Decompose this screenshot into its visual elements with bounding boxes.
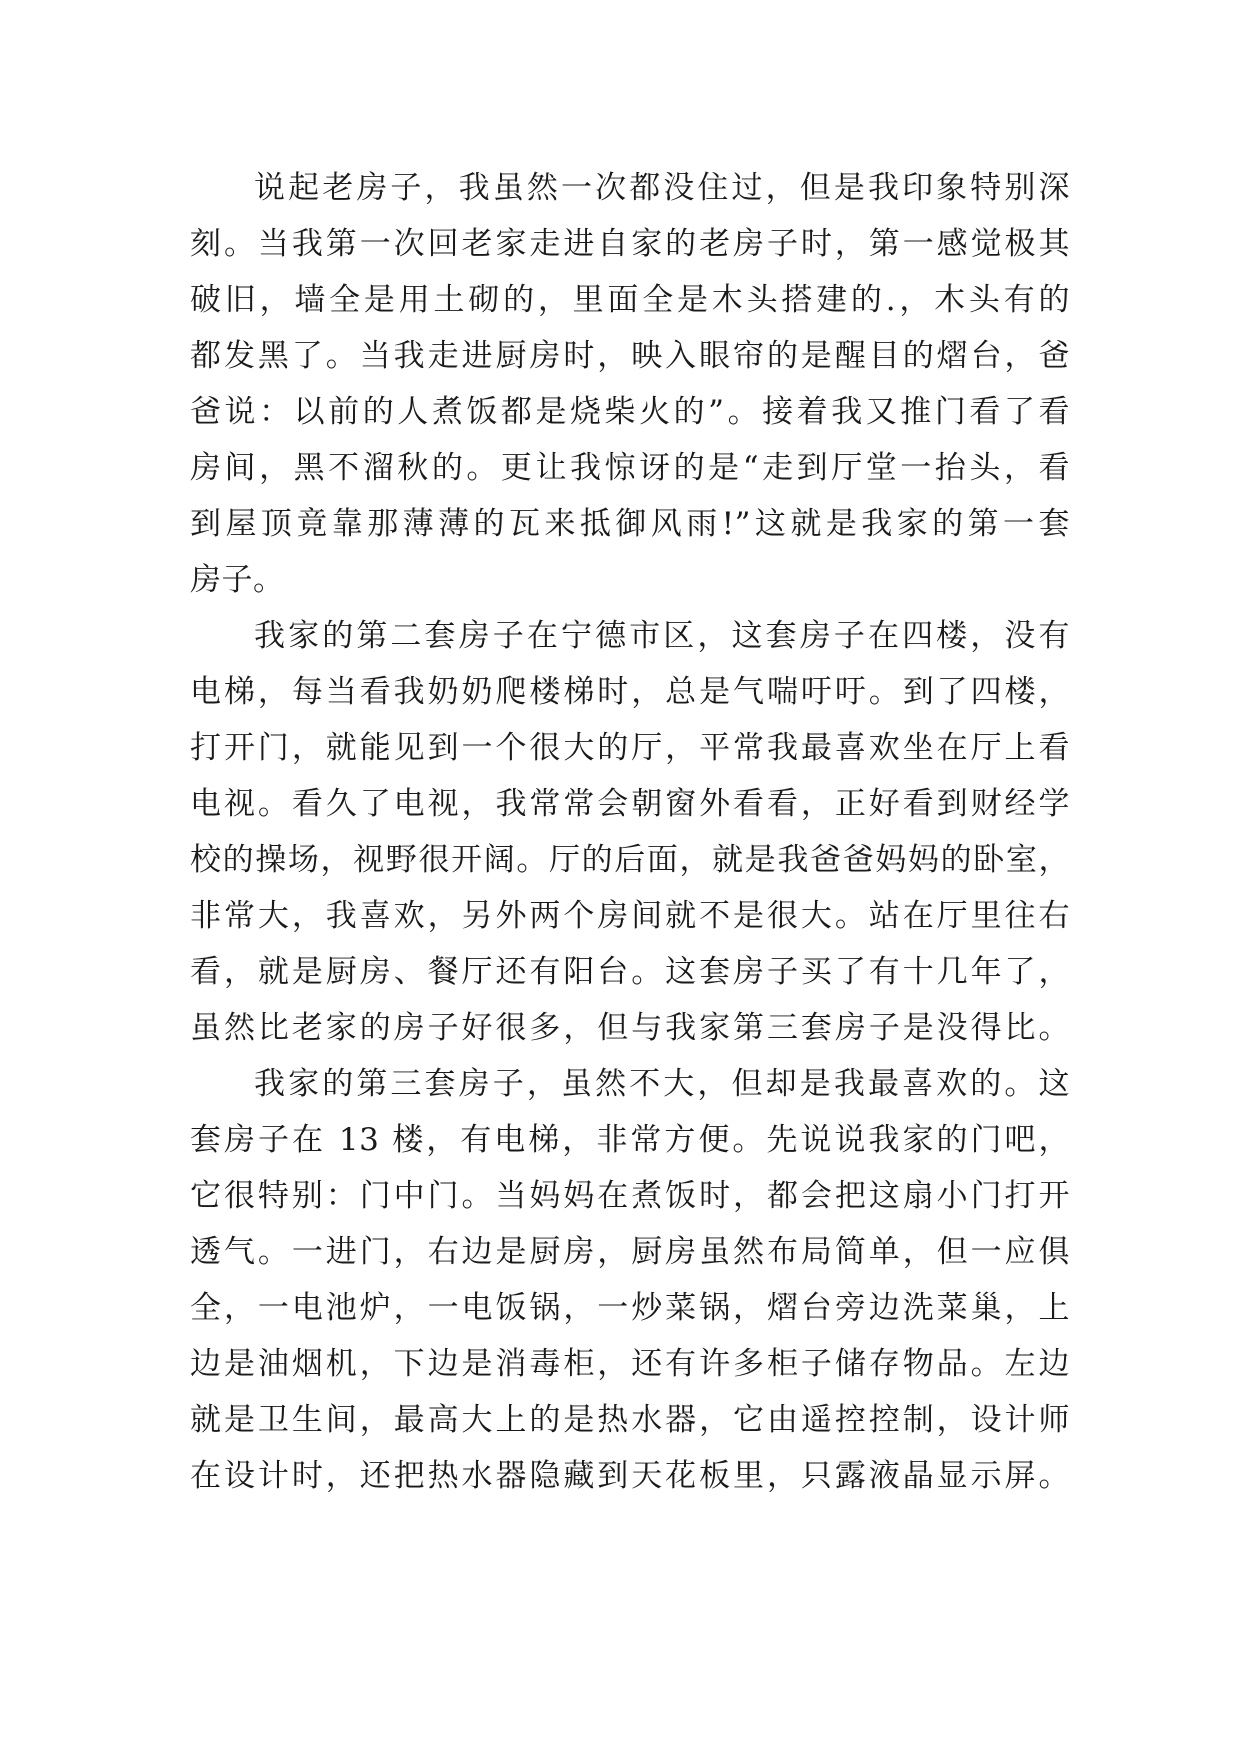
text-line: 透气。一进门，右边是厨房，厨房虽然布局简单，但一应俱 <box>190 1234 1070 1270</box>
text-line: 电梯，每当看我奶奶爬楼梯时，总是气喘吁吁。到了四楼， <box>190 674 1070 710</box>
text-line: 打开门，就能见到一个很大的厅，平常我最喜欢坐在厅上看 <box>190 730 1070 766</box>
text-line: 全，一电池炉，一电饭锅，一炒菜锅，熠台旁边洗菜巢，上 <box>190 1290 1070 1326</box>
text-line: 电视。看久了电视，我常常会朝窗外看看，正好看到财经学 <box>190 786 1070 822</box>
text-line: 边是油烟机，下边是消毒柜，还有许多柜子储存物品。左边 <box>190 1346 1070 1382</box>
text-line: 房间，黑不溜秋的。更让我惊讶的是“走到厅堂一抬头，看 <box>190 450 1070 486</box>
text-line: 说起老房子，我虽然一次都没住过，但是我印象特别深 <box>254 170 1070 206</box>
text-line: 非常大，我喜欢，另外两个房间就不是很大。站在厅里往右 <box>190 898 1070 934</box>
text-line: 看，就是厨房、餐厅还有阳台。这套房子买了有十几年了， <box>190 954 1070 990</box>
text-line: 我家的第三套房子，虽然不大，但却是我最喜欢的。这 <box>254 1066 1070 1102</box>
text-line: 在设计时，还把热水器隐藏到天花板里，只露液晶显示屏。 <box>190 1458 1070 1494</box>
text-line: 爸说：以前的人煮饭都是烧柴火的”。接着我又推门看了看 <box>190 394 1070 430</box>
text-line: 破旧，墙全是用土砌的，里面全是木头搭建的.，木头有的 <box>190 282 1070 318</box>
text-line: 它很特别：门中门。当妈妈在煮饭时，都会把这扇小门打开 <box>190 1178 1070 1214</box>
text-line: 都发黑了。当我走进厨房时，映入眼帘的是醒目的熠台，爸 <box>190 338 1070 374</box>
text-line: 到屋顶竟靠那薄薄的瓦来抵御风雨!”这就是我家的第一套 <box>190 506 1070 542</box>
text-line: 我家的第二套房子在宁德市区，这套房子在四楼，没有 <box>254 618 1070 654</box>
text-line: 校的操场，视野很开阔。厅的后面，就是我爸爸妈妈的卧室， <box>190 842 1070 878</box>
text-line: 虽然比老家的房子好很多，但与我家第三套房子是没得比。 <box>190 1010 1070 1046</box>
text-line: 套房子在 13 楼，有电梯，非常方便。先说说我家的门吧， <box>190 1122 1070 1158</box>
text-line: 刻。当我第一次回老家走进自家的老房子时，第一感觉极其 <box>190 226 1070 262</box>
text-line: 就是卫生间，最高大上的是热水器，它由遥控控制，设计师 <box>190 1402 1070 1438</box>
text-line: 房子。 <box>190 562 285 598</box>
